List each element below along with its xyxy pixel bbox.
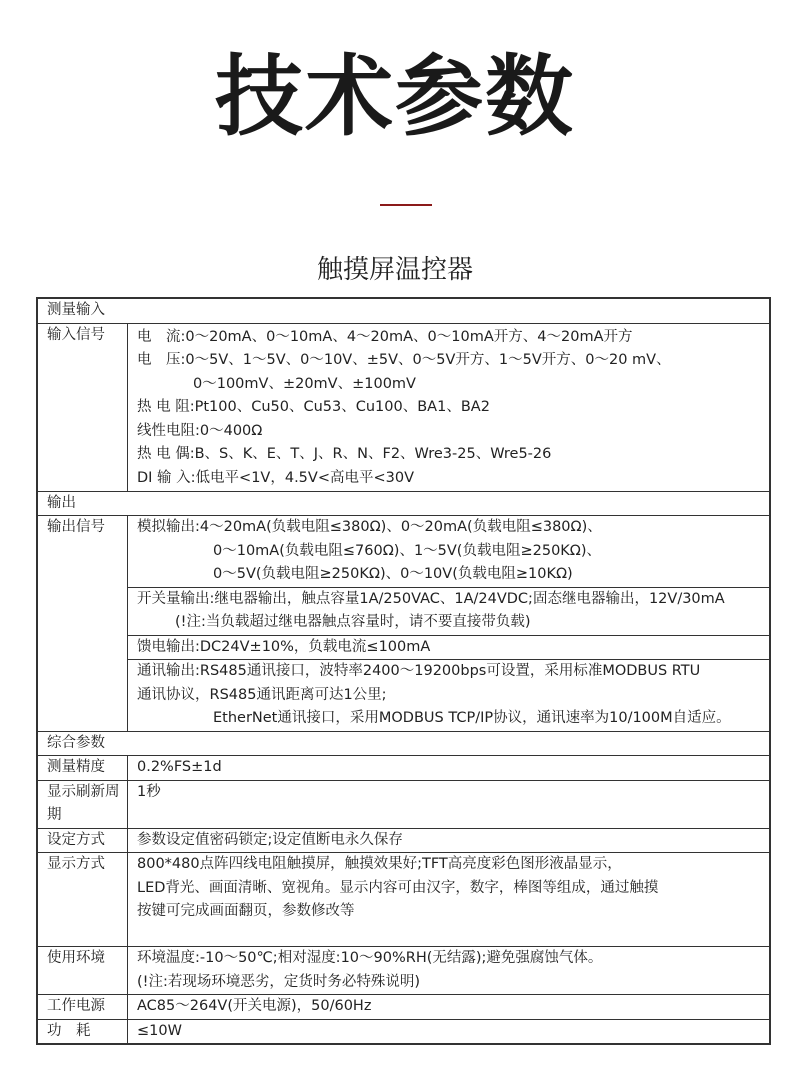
- spec-line: LED背光、画面清晰、宽视角。显示内容可由汉字，数字，棒图等组成，通过触摸: [137, 879, 659, 896]
- row-value: 1秒: [128, 780, 771, 828]
- feed-output: [128, 635, 771, 660]
- spec-line: DI 输 入:低电平<1V，4.5V<高电平<30V: [137, 469, 414, 486]
- row-label: 设定方式: [37, 828, 128, 853]
- output-signal-label: 输出信号: [37, 516, 128, 732]
- row-label: 工作电源: [37, 995, 128, 1020]
- section-general: 综合参数: [37, 731, 770, 756]
- analog-output: [128, 516, 771, 588]
- row-value: ≤10W: [128, 1019, 771, 1044]
- row-value: [128, 853, 771, 947]
- row-value: 0.2%FS±1d: [128, 756, 771, 781]
- switch-output: [128, 587, 771, 635]
- spec-line: 通讯输出:RS485通讯接口，波特率2400～19200bps可设置，采用标准MODBUS RTU: [137, 663, 701, 679]
- spec-line: 0～10mA(负载电阻≤760Ω)、1～5V(负载电阻≥250KΩ)、: [213, 542, 602, 559]
- spec-line: 开关量输出:继电器输出，触点容量1A/250VAC、1A/24VDC;固态继电器输出，12V/30mA: [137, 590, 725, 607]
- input-signal-label: 输入信号: [37, 323, 128, 491]
- spec-line: 0～100mV、±20mV、±100mV: [193, 375, 416, 392]
- row-value: [128, 947, 771, 995]
- spec-line: 按键可完成画面翻页，参数修改等: [137, 903, 355, 919]
- spec-line: 热 电 阻:Pt100、Cu50、Cu53、Cu100、BA1、BA2: [137, 399, 490, 415]
- spec-line: (!注:若现场环境恶劣，定货时务必特殊说明): [137, 973, 421, 990]
- row-label: 测量精度: [37, 756, 128, 781]
- spec-line: 电 压:0～5V、1～5V、0～10V、±5V、0～5V开方、1～5V开方、0～20 mV、: [137, 352, 671, 368]
- row-label: 功 耗: [37, 1019, 128, 1044]
- spec-line: EtherNet通讯接口，采用MODBUS TCP/IP协议，通讯速率为10/100M自适应。: [213, 710, 731, 726]
- comm-output: [128, 660, 771, 732]
- product-name: 触摸屏温控器: [316, 255, 473, 285]
- spec-line: 模拟输出:4～20mA(负载电阻≤380Ω)、0～20mA(负载电阻≤380Ω)、: [137, 519, 602, 535]
- spec-line: 热 电 偶:B、S、K、E、T、J、R、N、F2、Wre3-25、Wre5-26: [137, 446, 552, 462]
- spec-line: 馈电输出:DC24V±10%，负载电流≤100mA: [137, 638, 431, 655]
- page-title: 技术参数: [214, 45, 575, 148]
- spec-line: 0～5V(负载电阻≥250KΩ)、0～10V(负载电阻≥10KΩ): [213, 566, 573, 582]
- spec-line: 电 流:0～20mA、0～10mA、4～20mA、0～10mA开方、4～20mA开方: [137, 328, 633, 345]
- spec-table: [36, 297, 771, 1045]
- row-label: 显示刷新周期: [37, 780, 128, 828]
- title-divider: [380, 204, 432, 206]
- input-signal-values: [128, 323, 771, 491]
- spec-line: 800*480点阵四线电阻触摸屏，触摸效果好;TFT高亮度彩色图形液晶显示，: [137, 856, 622, 872]
- spec-line: 通讯协议，RS485通讯距离可达1公里;: [137, 686, 387, 703]
- row-label: 显示方式: [37, 853, 128, 947]
- row-label: 使用环境: [37, 947, 128, 995]
- row-value: 参数设定值密码锁定;设定值断电永久保存: [128, 828, 771, 853]
- spec-line: 环境温度:-10～50℃;相对湿度:10～90%RH(无结露);避免强腐蚀气体。: [137, 950, 603, 966]
- row-value: AC85～264V(开关电源)，50/60Hz: [128, 995, 771, 1020]
- section-measure-input: 测量输入: [37, 298, 770, 323]
- spec-line: 线性电阻:0～400Ω: [137, 422, 263, 439]
- section-output: 输出: [37, 491, 770, 516]
- spec-line: (!注:当负载超过继电器触点容量时，请不要直接带负载): [175, 614, 531, 630]
